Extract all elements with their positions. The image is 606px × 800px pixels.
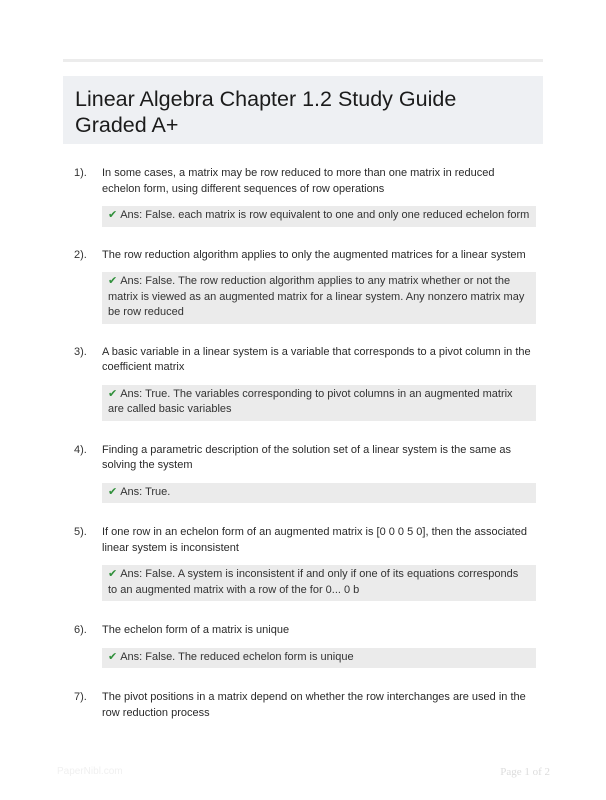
question-item xyxy=(74,443,536,504)
question-item xyxy=(74,345,536,421)
answer-box xyxy=(102,272,536,324)
question-item xyxy=(74,623,536,668)
question-text: The pivot positions in a matrix depend on whether the row interchanges are used in the row reduction process xyxy=(102,691,526,719)
check-icon: ✔ xyxy=(108,568,118,580)
question-item xyxy=(74,525,536,601)
check-icon: ✔ xyxy=(108,387,118,400)
answer-text: Ans: False. The reduced echelon form is unique xyxy=(120,650,354,663)
check-icon: ✔ xyxy=(108,650,118,663)
page-number: Page 1 of 2 xyxy=(500,766,550,778)
title-banner xyxy=(63,76,543,144)
answer-box xyxy=(102,385,536,421)
answer-box xyxy=(102,565,536,601)
question-item xyxy=(74,166,536,227)
check-icon: ✔ xyxy=(108,485,118,498)
question-text: The echelon form of a matrix is unique xyxy=(102,624,290,636)
answer-text: Ans: False. The row reduction algorithm applies to any matrix whether or not the matrix is viewed as an augmented matrix for a linear system. Any nonzero matrix may be row reduced xyxy=(108,275,525,318)
answer-box xyxy=(102,206,536,227)
footer-watermark: PaperNibl.com xyxy=(57,766,123,777)
question-number: 3). xyxy=(74,345,87,358)
answer-box xyxy=(102,483,536,504)
question-list xyxy=(74,166,536,721)
question-item xyxy=(74,248,536,324)
question-text: Finding a parametric description of the solution set of a linear system is the same as solving the system xyxy=(102,443,512,471)
answer-text: Ans: True. xyxy=(120,485,171,498)
answer-text: Ans: False. A system is inconsistent if and only if one of its equations corresponds to an augmented matrix with a row of the for 0... 0 b xyxy=(108,568,519,596)
answer-box xyxy=(102,648,536,669)
question-text: If one row in an echelon form of an augmented matrix is [0 0 0 5 0], then the associated linear system is inconsistent xyxy=(102,526,527,554)
page-title: Linear Algebra Chapter 1.2 Study Guide Graded A+ xyxy=(75,87,457,137)
question-text: In some cases, a matrix may be row reduced to more than one matrix in reduced echelon form, using different sequences of row operations xyxy=(102,167,495,195)
question-number: 6). xyxy=(74,624,87,636)
question-item xyxy=(74,690,536,721)
question-text: A basic variable in a linear system is a variable that corresponds to a pivot column in the coefficient matrix xyxy=(102,345,531,373)
question-number: 7). xyxy=(74,691,87,703)
question-number: 4). xyxy=(74,443,87,456)
check-icon: ✔ xyxy=(108,275,118,287)
check-icon: ✔ xyxy=(108,209,118,221)
top-divider xyxy=(63,59,543,62)
question-number: 1). xyxy=(74,167,87,179)
question-text: The row reduction algorithm applies to only the augmented matrices for a linear system xyxy=(102,248,526,261)
question-number: 5). xyxy=(74,526,87,538)
answer-text: Ans: True. The variables corresponding to pivot columns in an augmented matrix are called basic variables xyxy=(108,387,513,415)
answer-text: Ans: False. each matrix is row equivalent to one and only one reduced echelon form xyxy=(120,209,530,221)
question-number: 2). xyxy=(74,248,87,261)
